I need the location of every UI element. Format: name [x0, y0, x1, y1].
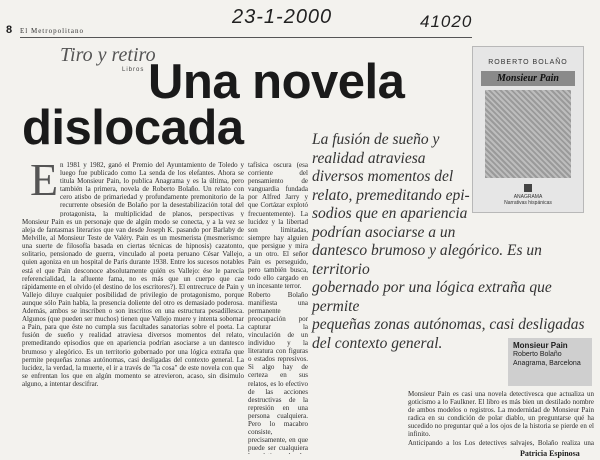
book-info-box	[508, 338, 592, 386]
book-cover-title: Monsieur Pain	[481, 71, 575, 86]
drop-cap: E	[30, 154, 59, 205]
handwritten-date: 23-1-2000	[232, 6, 333, 28]
article-column-1: Monsieur Pain es un personaje que de algún modo se conecta, y a la vez se aleja de fantasmas literarios que van desde Joseph K. pasando por Barlaby de Melville, al Monsieur Teste de Valéry. Pain es un mesmerista (mesmerismo: una suerte de filosofía basada en ciertas técnicas de hipnosis) cazatonto, solitario, pensionado de guerra, vinculado al poeta peruano César Vallejo, quien agoniza en un hospital de París durante 1938. Entre los sucesos notables está el que Pain desconoce absolutamente quién es Vallejo: ése le parecía referencialidad, la afluente fama, no es más que un cuerpo que cae rápidamente en el olvido (el destino de los escritores?). El entrecruce de Pain y Vallejo diluye cualquier posibilidad de privilegio de protagonismo, porque aunque sólo Pain habla, la presencia doliente del otro es demasiado poderosa. Además, ambos se inscriben o son inscritos en una estructura pesadillesca. Algunos (que pueden ser muchos) tienen que Vallejo muere y intenta sobornar a Pain, para que éste no cumpla sus facultades sanatorias sobre el poeta. La fusión de sueño y realidad atraviesa diversos momentos del relato, premeditando episodios que en apariencia podrían asociarse a un dantesco brumoso y alegórico. Es un territorio gobernado por una lógica extraña que permite pequeñas zonas autónomas, casi desligadas del contexto general. La lucidez, la verdad, la muerte, el ir a través de "la cosa" de este novela con que se enfrentan los que en algún momento se atrevieron, acaso, sin disimulo alguno, a intentar descifrar.	[22, 218, 244, 388]
newspaper-name: El Metropolitano	[20, 27, 85, 35]
masthead-rule	[20, 37, 472, 38]
section-subtitle: Libros	[122, 67, 145, 73]
headline-line-2: dislocada	[22, 101, 244, 155]
article-column-3: Monsieur Pain es casi una novela detectivesca que actualiza un goticismo a lo Faulkner. El libro es más bien un destilado nombre de ambos modelos o registros. La modernidad de Monsieur Pain radica en su condición de polar diablo, un preguntarse qué ha sucedido no preguntar qué a los ojos de la historia se pierde en el infinito. Anticipando a los Los detectives salvajes, Bolaño realiza una	[408, 390, 594, 447]
book-cover-author: ROBERTO BOLAÑO	[488, 59, 568, 66]
handwritten-reference: 41020	[420, 12, 473, 31]
publisher-name: ANAGRAMA	[513, 194, 543, 200]
section-kicker: Tiro y retiro	[60, 44, 156, 66]
pull-quote: La fusión de sueño y realidad atraviesa diversos momentos del relato, premeditando epi- sodios que en apariencia podrían asociarse a un dantesco brumoso y alegórico. Es un territorio gobernado por una lógica extraña que permite pequeñas zonas autónomas, casi desligadas del contexto general.	[312, 131, 585, 352]
info-book-author: Roberto Bolaño	[513, 351, 562, 358]
info-book-publisher: Anagrama, Barcelona	[513, 360, 581, 367]
info-book-title: Monsieur Pain	[513, 341, 568, 350]
page-number: 8	[6, 24, 13, 36]
article-column-1-intro: n 1981 y 1982, ganó el Premio del Ayuntamiento de Toledo y luego fue publicado como La senda de los elefantes. Ahora se titula Monsieur Pain, lo publica Anagrama y es la última, pero también la primera, novela de Roberto Bolaño. Un relato con cero atisbo de primariedad y profundamente premonitorio de la recurrente obsesión de Bolaño por la desestabilización total del protagonista, la multiplicidad de planos, perspectivas y	[60, 161, 244, 217]
publisher-collection: Narrativas hispánicas	[504, 200, 552, 206]
author-byline: Patricia Espinosa	[520, 449, 580, 458]
article-column-2: tafísica oscura (esa corriente del pensamiento de vanguardia fundada por Alfred Jarry y que Cortázar explotó frecuentemente). La lucidez y la libertad son limitadas, siempre hay alguien que persigue y mira a un otro. El señor Pain es perseguido, pero también busca, todo ello cargado en un incesante terror. Roberto Bolaño manifiesta una permanente preocupación por capturar la vinculación de un individuo y la literatura con figuras o estados represivos. Si algo hay de certeza en sus relatos, es lo efectivo de las acciones destructivas de la represión en una persona cualquiera. Pero lo macabro consiste, precisamente, en que puede ser cualquiera	[248, 161, 308, 453]
headline-line-1: Una novela	[148, 55, 405, 109]
